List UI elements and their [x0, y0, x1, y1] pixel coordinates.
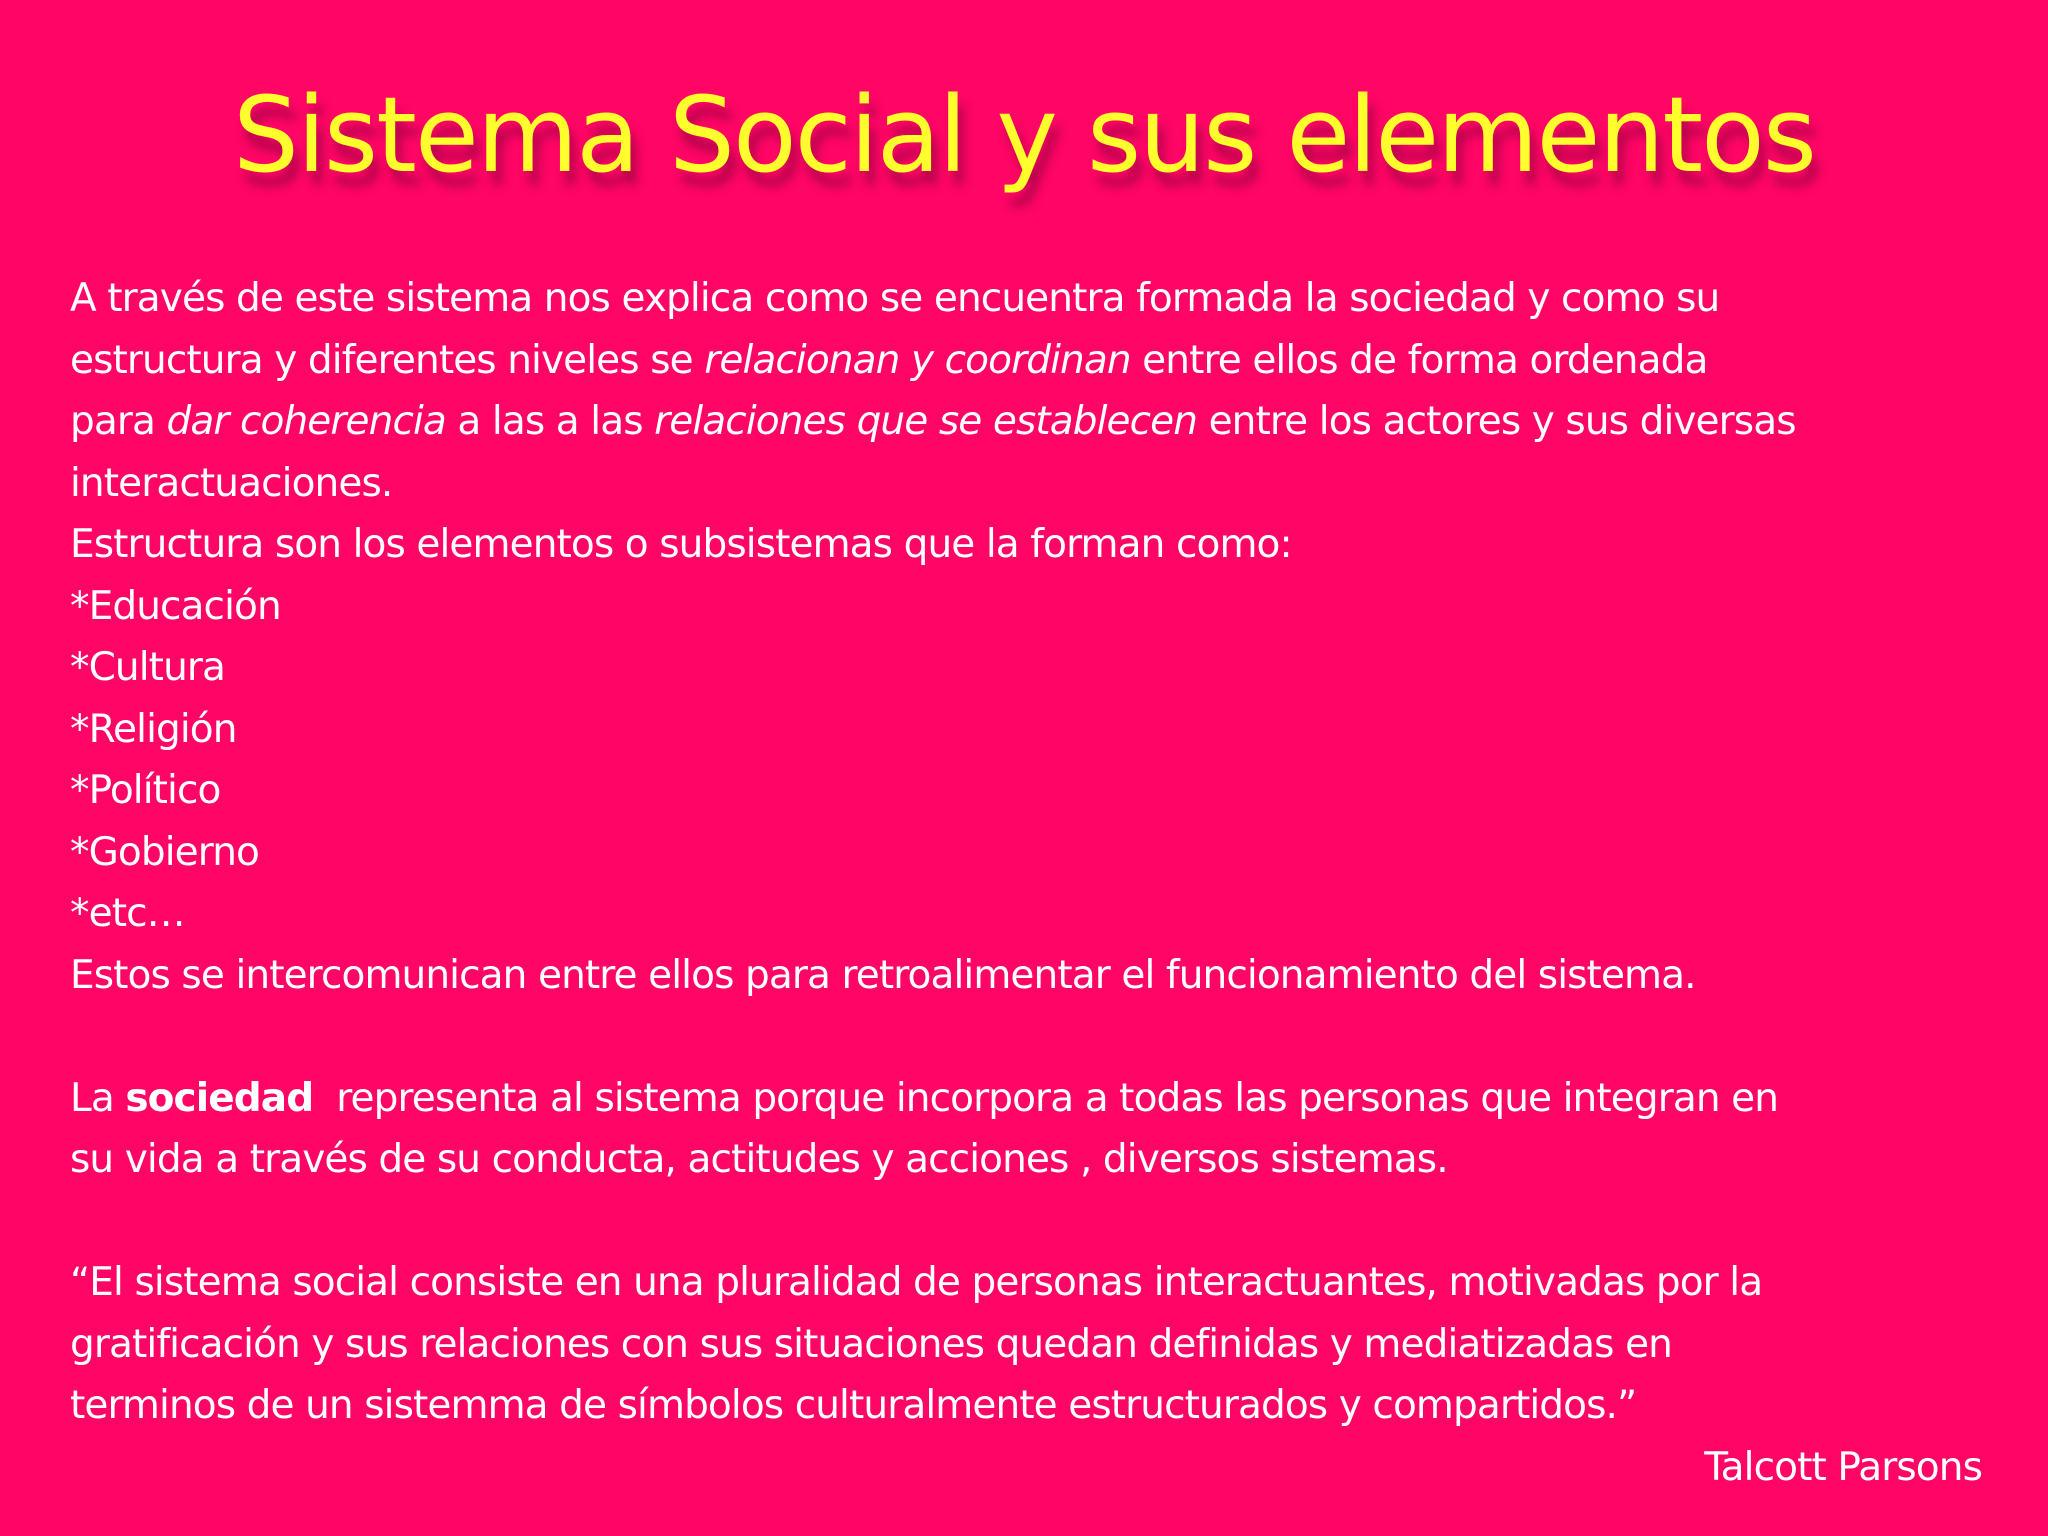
intro-line-3-emphasis-2: relaciones que se establecen — [654, 399, 1198, 444]
structure-item-cultura: *Cultura — [70, 645, 226, 690]
society-line-1 — [70, 1068, 1990, 1130]
intro-line-2 — [70, 330, 1990, 392]
structure-lead: Estructura son los elementos o subsistemas que la forman como: — [70, 522, 1292, 567]
structure-item-politico: *Político — [70, 768, 221, 813]
slide-body — [70, 268, 1990, 1498]
intro-line-3-text-c: entre los actores y sus diversas — [1197, 399, 1796, 444]
quote-line-3: terminos de un sistemma de símbolos culturalmente estructurados y compartidos.” — [70, 1383, 1637, 1428]
intro-line-1: A través de este sistema nos explica como se encuentra formada la sociedad y como su — [70, 276, 1720, 321]
society-line-1-text-a: La — [70, 1075, 126, 1121]
quote-line-2: gratificación y sus relaciones con sus situaciones quedan definidas y mediatizadas en — [70, 1321, 1672, 1367]
structure-closing: Estos se intercomunican entre ellos para retroalimentar el funcionamiento del sistema. — [70, 952, 1696, 998]
intro-line-2-emphasis: relacionan y coordinan — [704, 337, 1131, 383]
intro-line-3-emphasis-1: dar coherencia — [166, 399, 446, 444]
society-line-1-text-b: representa al sistema porque incorpora a todas las personas que integran en — [313, 1075, 1779, 1121]
society-line-2: su vida a través de su conducta, actitudes y acciones , diversos sistemas. — [70, 1137, 1448, 1182]
society-keyword: sociedad — [125, 1075, 314, 1121]
intro-line-3-text-b: a las a las — [445, 399, 655, 444]
structure-item-etc: *etc… — [70, 891, 185, 936]
structure-item-gobierno: *Gobierno — [70, 829, 259, 875]
intro-line-3-text-a: para — [70, 399, 167, 444]
paragraph-spacer — [70, 1191, 1990, 1253]
intro-line-2-text-b: entre ellos de forma ordenada — [1130, 337, 1708, 383]
quote-author: Talcott Parsons — [1704, 1444, 1982, 1490]
paragraph-spacer — [70, 1006, 1990, 1068]
slide-title: Sistema Social y sus elementos — [233, 74, 1815, 196]
intro-line-2-text-a: estructura y diferentes niveles se — [70, 337, 705, 383]
structure-item-educacion: *Educación — [70, 583, 281, 629]
quote-line-1: “El sistema social consiste en una pluralidad de personas interactuantes, motivadas por la — [70, 1260, 1763, 1305]
intro-line-3 — [70, 391, 1990, 453]
structure-item-religion: *Religión — [70, 706, 237, 752]
intro-line-4: interactuaciones. — [70, 460, 393, 506]
